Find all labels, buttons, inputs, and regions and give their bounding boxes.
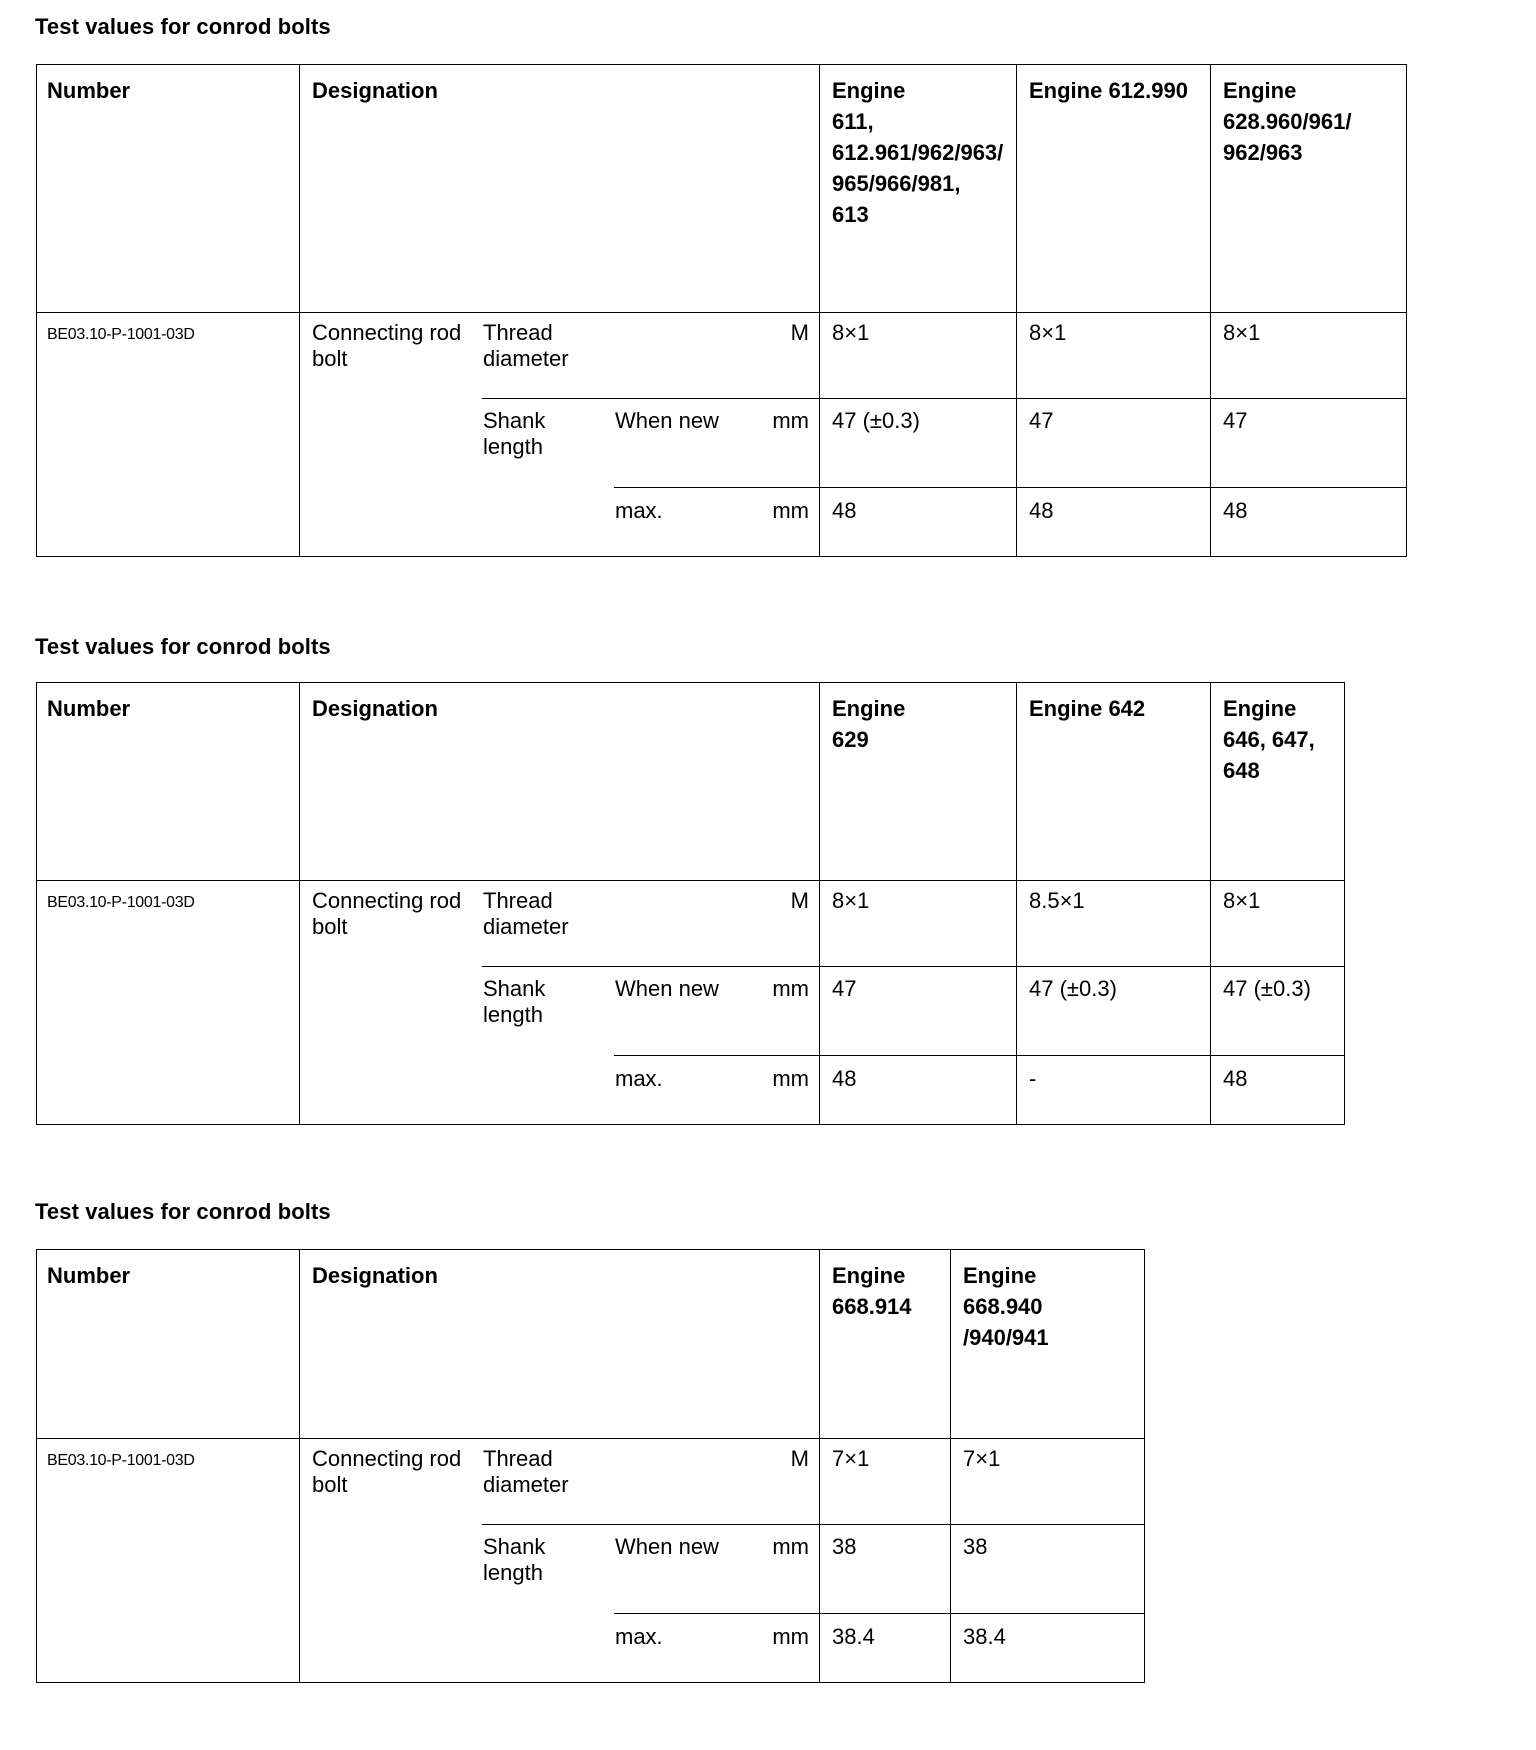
shank-label-line: length bbox=[483, 1560, 543, 1585]
designation-line: Connecting rod bbox=[312, 888, 462, 913]
thread-value: 8×1 bbox=[1223, 320, 1261, 345]
column-divider bbox=[819, 683, 820, 1124]
header-engine bbox=[1029, 693, 1145, 724]
thread-diameter-label bbox=[483, 888, 569, 940]
column-divider bbox=[1016, 65, 1017, 556]
thread-value: 8×1 bbox=[1223, 888, 1261, 913]
header-engine bbox=[963, 1260, 1049, 1353]
designation-line: bolt bbox=[312, 346, 348, 371]
header-engine-line: 668.940 bbox=[963, 1294, 1043, 1319]
shank-label-line: Shank bbox=[483, 1534, 546, 1559]
shank-label-line: length bbox=[483, 1002, 543, 1027]
unit-mm: mm bbox=[772, 1534, 809, 1559]
column-divider bbox=[299, 1250, 300, 1682]
header-engine-line: Engine 612.990 bbox=[1029, 78, 1188, 103]
max-value: 38.4 bbox=[963, 1624, 1006, 1649]
header-engine bbox=[832, 1260, 912, 1322]
column-divider bbox=[1016, 683, 1017, 1124]
unit-mm: mm bbox=[772, 408, 809, 433]
row-divider bbox=[482, 398, 1406, 399]
thread-unit: M bbox=[790, 1446, 809, 1471]
header-engine-line: Engine bbox=[963, 1263, 1037, 1288]
header-engine bbox=[1223, 75, 1351, 168]
thread-value: 7×1 bbox=[832, 1446, 870, 1471]
thread-label-line: diameter bbox=[483, 1472, 569, 1497]
column-divider bbox=[1210, 65, 1211, 556]
header-engine-line: /940/941 bbox=[963, 1325, 1049, 1350]
header-engine-line: Engine bbox=[832, 1263, 906, 1288]
max-value: 48 bbox=[1029, 498, 1054, 523]
shank-length-label bbox=[483, 1534, 545, 1586]
column-divider bbox=[299, 65, 300, 556]
column-divider bbox=[819, 65, 820, 556]
when-new-label: When new bbox=[615, 408, 719, 433]
header-engine-line: 962/963 bbox=[1223, 140, 1303, 165]
max-value: 38.4 bbox=[832, 1624, 875, 1649]
designation-line: bolt bbox=[312, 1472, 348, 1497]
thread-value: 8×1 bbox=[832, 320, 870, 345]
header-designation: Designation bbox=[312, 78, 438, 103]
header-engine-line: 648 bbox=[1223, 758, 1260, 783]
row-divider bbox=[614, 1055, 1344, 1056]
when-new-value: 47 bbox=[1223, 408, 1248, 433]
header-engine-line: 628.960/961/ bbox=[1223, 109, 1352, 134]
header-engine bbox=[832, 75, 1003, 230]
when-new-label: When new bbox=[615, 1534, 719, 1559]
column-divider bbox=[950, 1250, 951, 1682]
section-title: Test values for conrod bolts bbox=[35, 634, 331, 659]
header-engine-line: 646, 647, bbox=[1223, 727, 1315, 752]
column-divider bbox=[819, 1250, 820, 1682]
designation-line: Connecting rod bbox=[312, 320, 462, 345]
shank-length-label bbox=[483, 408, 545, 460]
max-value: - bbox=[1029, 1066, 1037, 1091]
max-label: max. bbox=[615, 498, 663, 523]
thread-label-line: Thread bbox=[483, 320, 553, 345]
shank-length-label bbox=[483, 976, 545, 1028]
when-new-value: 47 bbox=[1029, 408, 1054, 433]
designation-line: Connecting rod bbox=[312, 1446, 462, 1471]
thread-label-line: Thread bbox=[483, 888, 553, 913]
thread-value: 7×1 bbox=[963, 1446, 1001, 1471]
thread-label-line: diameter bbox=[483, 346, 569, 371]
header-engine bbox=[1223, 693, 1315, 786]
thread-label-line: diameter bbox=[483, 914, 569, 939]
thread-value: 8×1 bbox=[832, 888, 870, 913]
when-new-value: 38 bbox=[963, 1534, 988, 1559]
header-engine-line: 612.961/962/963/ bbox=[832, 140, 1004, 165]
header-engine-line: 668.914 bbox=[832, 1294, 912, 1319]
header-number: Number bbox=[47, 78, 131, 103]
test-values-table bbox=[36, 682, 1345, 1125]
unit-mm: mm bbox=[772, 1066, 809, 1091]
max-value: 48 bbox=[1223, 1066, 1248, 1091]
column-divider bbox=[1210, 683, 1211, 1124]
designation-text bbox=[312, 888, 461, 940]
header-engine bbox=[1029, 75, 1188, 106]
shank-label-line: Shank bbox=[483, 408, 546, 433]
when-new-value: 38 bbox=[832, 1534, 857, 1559]
thread-value: 8×1 bbox=[1029, 320, 1067, 345]
max-value: 48 bbox=[832, 498, 857, 523]
header-divider bbox=[37, 1438, 1144, 1439]
thread-value: 8.5×1 bbox=[1029, 888, 1085, 913]
part-number: BE03.10-P-1001-03D bbox=[47, 326, 195, 343]
max-value: 48 bbox=[832, 1066, 857, 1091]
max-label: max. bbox=[615, 1624, 663, 1649]
test-values-table bbox=[36, 1249, 1145, 1683]
unit-mm: mm bbox=[772, 1624, 809, 1649]
header-engine-line: Engine bbox=[832, 696, 906, 721]
test-values-table bbox=[36, 64, 1407, 557]
header-divider bbox=[37, 880, 1344, 881]
thread-unit: M bbox=[790, 320, 809, 345]
section-title: Test values for conrod bolts bbox=[35, 1199, 331, 1224]
unit-mm: mm bbox=[772, 976, 809, 1001]
header-engine-line: Engine bbox=[832, 78, 906, 103]
header-engine-line: Engine bbox=[1223, 78, 1297, 103]
shank-label-line: length bbox=[483, 434, 543, 459]
header-engine-line: 613 bbox=[832, 202, 869, 227]
when-new-value: 47 (±0.3) bbox=[1223, 976, 1311, 1001]
column-divider bbox=[299, 683, 300, 1124]
part-number: BE03.10-P-1001-03D bbox=[47, 1452, 195, 1469]
header-engine bbox=[832, 693, 905, 755]
row-divider bbox=[614, 487, 1406, 488]
header-engine-line: 965/966/981, bbox=[832, 171, 961, 196]
header-divider bbox=[37, 312, 1406, 313]
when-new-label: When new bbox=[615, 976, 719, 1001]
thread-unit: M bbox=[790, 888, 809, 913]
section-title: Test values for conrod bolts bbox=[35, 14, 331, 39]
unit-mm: mm bbox=[772, 498, 809, 523]
thread-label-line: Thread bbox=[483, 1446, 553, 1471]
max-value: 48 bbox=[1223, 498, 1248, 523]
header-engine-line: Engine 642 bbox=[1029, 696, 1146, 721]
header-engine-line: 629 bbox=[832, 727, 869, 752]
header-number: Number bbox=[47, 1263, 131, 1288]
designation-text bbox=[312, 320, 461, 372]
shank-label-line: Shank bbox=[483, 976, 546, 1001]
when-new-value: 47 (±0.3) bbox=[1029, 976, 1117, 1001]
designation-text bbox=[312, 1446, 461, 1498]
when-new-value: 47 (±0.3) bbox=[832, 408, 920, 433]
thread-diameter-label bbox=[483, 1446, 569, 1498]
row-divider bbox=[482, 966, 1344, 967]
header-number: Number bbox=[47, 696, 131, 721]
row-divider bbox=[482, 1524, 1144, 1525]
row-divider bbox=[614, 1613, 1144, 1614]
max-label: max. bbox=[615, 1066, 663, 1091]
header-designation: Designation bbox=[312, 696, 438, 721]
header-designation: Designation bbox=[312, 1263, 438, 1288]
designation-line: bolt bbox=[312, 914, 348, 939]
thread-diameter-label bbox=[483, 320, 569, 372]
when-new-value: 47 bbox=[832, 976, 857, 1001]
part-number: BE03.10-P-1001-03D bbox=[47, 894, 195, 911]
header-engine-line: Engine bbox=[1223, 696, 1297, 721]
header-engine-line: 611, bbox=[832, 109, 874, 134]
